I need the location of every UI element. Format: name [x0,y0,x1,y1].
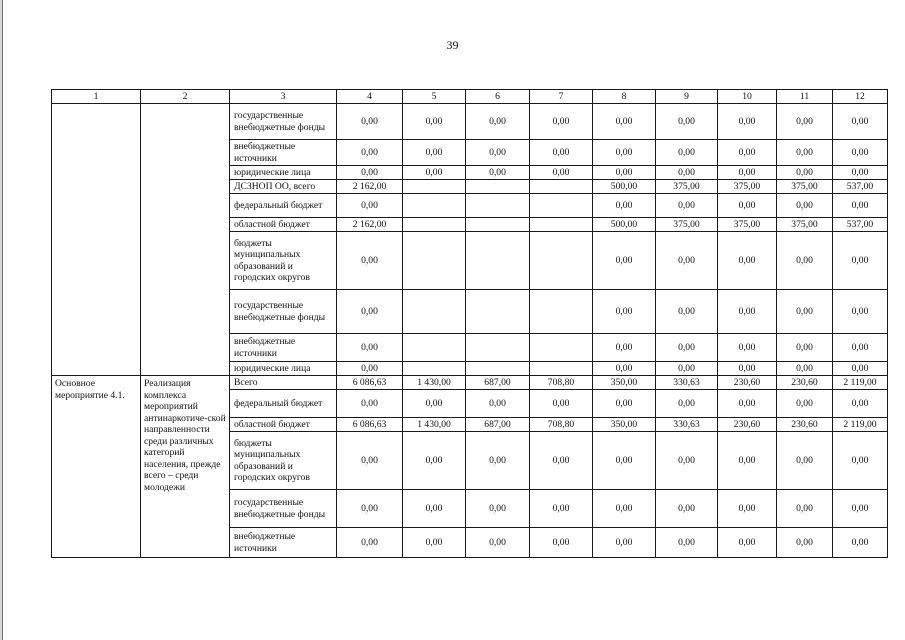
funding-source-cell: областной бюджет [230,418,337,432]
value-cell: 0,00 [593,194,656,218]
value-cell: 0,00 [833,104,888,140]
value-cell: 0,00 [530,490,593,528]
value-cell: 0,00 [656,290,718,334]
column-header: 7 [530,90,593,104]
value-cell: 537,00 [833,218,888,232]
value-cell: 0,00 [833,166,888,180]
value-cell: 0,00 [593,232,656,290]
value-cell: 0,00 [656,140,718,166]
value-cell: 2 119,00 [833,418,888,432]
value-cell: 0,00 [833,290,888,334]
value-cell: 0,00 [530,432,593,490]
funding-source-cell: юридические лица [230,166,337,180]
value-cell: 375,00 [656,180,718,194]
value-cell [530,290,593,334]
value-cell: 0,00 [718,140,777,166]
value-cell: 0,00 [718,362,777,376]
value-cell: 0,00 [777,290,833,334]
value-cell: 0,00 [403,104,466,140]
value-cell [530,362,593,376]
value-cell: 0,00 [337,290,403,334]
value-cell: 0,00 [403,140,466,166]
funding-source-cell: государственные внебюджетные фонды [230,290,337,334]
value-cell [530,334,593,362]
column-header: 11 [777,90,833,104]
column-header: 3 [230,90,337,104]
value-cell: 0,00 [718,528,777,558]
value-cell: 375,00 [718,180,777,194]
value-cell: 0,00 [833,390,888,418]
value-cell: 708,80 [530,376,593,390]
value-cell: 0,00 [337,194,403,218]
value-cell: 0,00 [593,432,656,490]
page-number: 39 [446,38,459,52]
value-cell: 0,00 [656,194,718,218]
value-cell: 0,00 [656,490,718,528]
value-cell: 0,00 [833,232,888,290]
funding-source-cell: внебюджетные источники [230,334,337,362]
value-cell: 0,00 [403,390,466,418]
value-cell: 350,00 [593,418,656,432]
value-cell: 500,00 [593,218,656,232]
value-cell: 0,00 [833,432,888,490]
value-cell: 375,00 [777,218,833,232]
value-cell: 0,00 [403,432,466,490]
value-cell: 375,00 [777,180,833,194]
value-cell: 0,00 [530,104,593,140]
value-cell [466,290,530,334]
value-cell: 330,63 [656,376,718,390]
value-cell: 0,00 [718,432,777,490]
value-cell: 0,00 [593,362,656,376]
value-cell [530,232,593,290]
funding-source-cell: федеральный бюджет [230,390,337,418]
value-cell [466,180,530,194]
value-cell: 0,00 [403,528,466,558]
value-cell: 0,00 [656,390,718,418]
value-cell: 230,60 [777,418,833,432]
value-cell: 0,00 [718,334,777,362]
value-cell: 0,00 [656,528,718,558]
table-header-row [52,90,888,104]
value-cell: 0,00 [656,104,718,140]
value-cell: 0,00 [656,362,718,376]
value-cell: 0,00 [337,334,403,362]
value-cell: 0,00 [593,104,656,140]
value-cell: 0,00 [777,528,833,558]
column-header: 9 [656,90,718,104]
value-cell: 0,00 [777,104,833,140]
value-cell: 1 430,00 [403,376,466,390]
funding-table [51,89,888,558]
value-cell [403,180,466,194]
activity-code-cell-empty [52,104,141,376]
value-cell: 0,00 [593,166,656,180]
value-cell: 708,80 [530,418,593,432]
funding-source-cell: бюджеты муниципальных образований и городских округов [230,232,337,290]
value-cell: 0,00 [466,528,530,558]
value-cell: 1 430,00 [403,418,466,432]
value-cell: 0,00 [777,194,833,218]
value-cell: 0,00 [337,104,403,140]
value-cell: 0,00 [593,334,656,362]
value-cell: 0,00 [718,490,777,528]
value-cell: 6 086,63 [337,418,403,432]
value-cell: 230,60 [777,376,833,390]
funding-source-cell: государственные внебюджетные фонды [230,490,337,528]
value-cell: 0,00 [466,490,530,528]
value-cell: 0,00 [593,390,656,418]
funding-source-cell: Всего [230,376,337,390]
value-cell: 0,00 [530,166,593,180]
column-header: 6 [466,90,530,104]
value-cell: 537,00 [833,180,888,194]
value-cell [530,218,593,232]
column-header: 10 [718,90,777,104]
value-cell: 0,00 [777,166,833,180]
funding-source-cell: государственные внебюджетные фонды [230,104,337,140]
value-cell [403,290,466,334]
value-cell: 500,00 [593,180,656,194]
activity-name-cell-empty [141,104,230,376]
value-cell: 687,00 [466,418,530,432]
activity-name-cell: Реализация комплекса мероприятий антинаркотиче-ской направленности среди различных категорий населения, прежде всего – среди молодежи [141,376,230,558]
value-cell: 0,00 [833,194,888,218]
column-header: 1 [52,90,141,104]
value-cell: 0,00 [403,490,466,528]
column-header: 8 [593,90,656,104]
value-cell: 0,00 [593,490,656,528]
value-cell: 0,00 [466,390,530,418]
value-cell: 0,00 [337,362,403,376]
value-cell: 0,00 [777,140,833,166]
value-cell: 0,00 [593,140,656,166]
value-cell: 0,00 [656,232,718,290]
value-cell: 0,00 [833,140,888,166]
value-cell: 230,60 [718,418,777,432]
value-cell: 0,00 [833,362,888,376]
value-cell: 0,00 [530,390,593,418]
value-cell [403,334,466,362]
value-cell: 0,00 [530,140,593,166]
value-cell [466,232,530,290]
funding-source-cell: внебюджетные источники [230,528,337,558]
column-header: 12 [833,90,888,104]
value-cell [403,362,466,376]
value-cell: 0,00 [337,390,403,418]
value-cell: 0,00 [777,232,833,290]
funding-source-cell: ДСЗНОП ОО, всего [230,180,337,194]
value-cell: 0,00 [337,528,403,558]
value-cell: 0,00 [337,232,403,290]
value-cell: 0,00 [593,528,656,558]
value-cell: 0,00 [466,140,530,166]
funding-source-cell: внебюджетные источники [230,140,337,166]
value-cell: 0,00 [718,290,777,334]
value-cell: 0,00 [833,334,888,362]
value-cell [403,218,466,232]
value-cell: 0,00 [777,390,833,418]
value-cell: 0,00 [656,432,718,490]
value-cell: 0,00 [777,362,833,376]
value-cell: 375,00 [656,218,718,232]
column-header: 2 [141,90,230,104]
value-cell: 0,00 [718,166,777,180]
value-cell: 0,00 [718,104,777,140]
value-cell: 2 162,00 [337,180,403,194]
funding-source-cell: бюджеты муниципальных образований и городских округов [230,432,337,490]
funding-source-cell: областной бюджет [230,218,337,232]
value-cell: 0,00 [593,290,656,334]
table-row [52,104,888,140]
value-cell [530,180,593,194]
value-cell: 0,00 [777,334,833,362]
value-cell: 0,00 [718,232,777,290]
value-cell: 6 086,63 [337,376,403,390]
value-cell: 0,00 [777,490,833,528]
value-cell [530,194,593,218]
value-cell: 0,00 [466,432,530,490]
activity-code-cell: Основное мероприятие 4.1. [52,376,141,558]
value-cell [466,194,530,218]
value-cell [466,218,530,232]
value-cell: 0,00 [337,166,403,180]
value-cell: 0,00 [466,104,530,140]
funding-source-cell: федеральный бюджет [230,194,337,218]
funding-source-cell: юридические лица [230,362,337,376]
value-cell: 0,00 [530,528,593,558]
value-cell: 0,00 [777,432,833,490]
page-scan-edge-line [2,0,3,640]
value-cell: 0,00 [403,166,466,180]
value-cell: 0,00 [337,490,403,528]
value-cell: 0,00 [337,432,403,490]
value-cell: 0,00 [833,528,888,558]
value-cell: 375,00 [718,218,777,232]
value-cell: 0,00 [656,166,718,180]
value-cell: 2 119,00 [833,376,888,390]
value-cell: 230,60 [718,376,777,390]
value-cell: 2 162,00 [337,218,403,232]
value-cell: 0,00 [337,140,403,166]
value-cell [466,334,530,362]
value-cell: 0,00 [718,194,777,218]
value-cell: 0,00 [466,166,530,180]
value-cell [403,232,466,290]
column-header: 5 [403,90,466,104]
value-cell: 0,00 [718,390,777,418]
value-cell: 687,00 [466,376,530,390]
value-cell: 330,63 [656,418,718,432]
value-cell: 350,00 [593,376,656,390]
value-cell [403,194,466,218]
value-cell: 0,00 [656,334,718,362]
value-cell [466,362,530,376]
value-cell: 0,00 [833,490,888,528]
table-row [52,376,888,390]
column-header: 4 [337,90,403,104]
